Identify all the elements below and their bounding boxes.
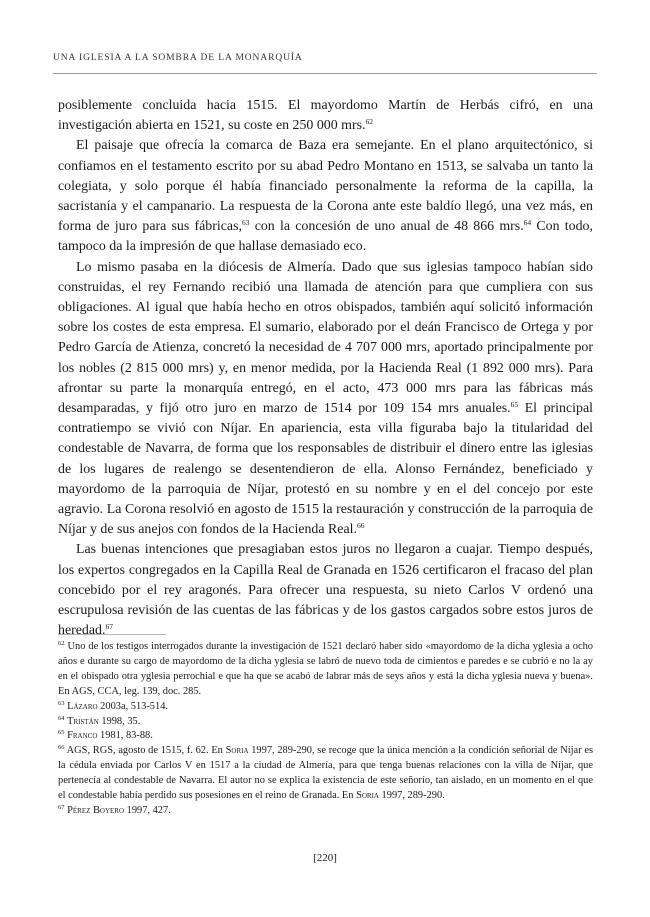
footnote-66 [58,744,593,804]
paragraph-3 [58,258,593,541]
page-number: [220] [313,852,337,864]
footnote-text: 2003a, 513-514. [97,700,168,712]
footnote-number: 67 [58,803,65,811]
paragraph-3-text-b: El principal contratiempo se vivió con Níjar. En apariencia, esta villa figuraba bajo la titularidad del condestable de Navarra, de forma que los responsables de distribuir el dinero entre las iglesias de los lugares de realengo se desentendieron de ella. Alonso Fernández, beneficiado y mayordomo de la parroquia de Níjar, protestó en su nombre y en el del concejo por este agravio. La Corona resolvió en agosto de 1515 la restauración y construcción de la parroquia de Níjar y de sus anejos con fondos de la Hacienda Real. [58,401,593,538]
footnote-number: 64 [58,714,65,722]
author-name: Soria [356,790,379,802]
note-ref-63[interactable]: 63 [241,218,250,228]
footnote-rule [58,634,166,635]
footnote-text: 1997, 427. [124,804,171,816]
author-name: Tristán [67,715,99,727]
author-name: Franco [67,730,98,742]
footnote-67 [58,804,593,819]
footnote-text: 1997, 289-290, se recoge que la única mención a la condición señorial de Níjar es la cédula enviada por Carlos V en 1517 a la ciudad de Almería, para que tenga buenas relaciones con la villa de Níjar, que pertenecía al condestable de Navarra. El autor no se explica la existencia de este señorío, tan aislado, en un momento en el que el condestable había perdido sus posesiones en el reino de Granada. En [58,745,593,802]
footnote-64 [58,715,593,730]
footnote-number: 66 [58,744,65,752]
footnote-text: 1997, 289-290. [378,790,445,802]
paragraph-2-text-b: con la concesión de uno anual de 48 866 mrs. [249,219,524,235]
paragraph-1 [58,96,593,136]
author-name: Soria [225,745,249,757]
paragraph-1-text: posiblemente concluida hacia 1515. El mayordomo Martín de Herbás cifró, en una investigación abierta en 1521, su coste en 250 000 mrs. [58,98,593,134]
note-ref-67[interactable]: 67 [105,622,113,632]
author-name: Pérez Boyero [67,804,125,816]
paragraph-4 [58,540,593,641]
note-ref-66[interactable]: 66 [356,521,365,531]
paragraph-3-text-a: Lo mismo pasaba en la diócesis de Almería. Dado que sus iglesias tampoco habían sido construidas, el rey Fernando recibió una llamada de atención para que cumpliera con sus obligaciones. Al igual que había hecho en otros obispados, también aquí solicitó información sobre los costes de esta empresa. El sumario, elaborado por el deán Francisco de Ortega y por Pedro García de Atienza, concretó la necesidad de 4 707 000 mrs, aportado principalmente por los nobles (2 815 000 mrs) y, en menor medida, por la Hacienda Real (1 892 000 mrs). Para afrontar su parte la monarquía entregó, en el acto, 473 000 mrs para las fábricas más desamparadas, y fijó otro juro en marzo de 1514 por 109 154 mrs anuales. [58,259,593,417]
footnote-text: 1981, 83-88. [97,730,153,742]
body-text [58,96,593,641]
running-header: UNA IGLESIA A LA SOMBRA DE LA MONARQUÍA [53,53,303,63]
footnote-number: 63 [58,699,65,707]
author-name: Lázaro [67,700,98,712]
paragraph-4-text: Las buenas intenciones que presagiaban estos juros no llegaron a cuajar. Tiempo después, los expertos congregados en la Capilla Real de Granada en 1526 certificaron el fracaso del plan concebido por el rey aragonés. Para ofrecer una respuesta, su nieto Carlos V ordenó una escrupulosa revisión de las cuentas de las fábricas y de los gastos cargados sobre estos juros de heredad. [58,542,593,639]
footnote-65 [58,729,593,744]
header-rule [53,73,597,74]
footnote-number: 62 [58,640,65,647]
footnote-text: 1998, 35. [98,715,141,727]
footnote-text: AGS, RGS, agosto de 1515, f. 62. En [64,745,226,757]
note-ref-64[interactable]: 64 [523,218,532,228]
paragraph-2 [58,136,593,257]
note-ref-62[interactable]: 62 [365,117,373,127]
paragraph-2-text-a: El paisaje que ofrecía la comarca de Baza era semejante. En el plano arquitectónico, si confiamos en el testamento escrito por su abad Pedro Montano en 1513, se salvaba un tanto la colegiata, y solo porque él había financiado personalmente la reforma de la capilla, la sacristanía y el campanario. La respuesta de la Corona ante este baldío llegó, una vez más, en forma de juro para sus fábricas, [58,138,593,235]
note-ref-65[interactable]: 65 [510,400,519,410]
paragraph-2-text-c: Con todo, tampoco da la impresión de que hallase demasiado eco. [58,219,593,255]
footnote-62 [58,640,593,700]
footnote-text: Uno de los testigos interrogados durante la investigación de 1521 declaró haber sido «mayordomo de la dicha yglesia a ocho años e durante su cargo de mayordomo de la dicha yglesia se labró de nuevo toda de cimientos e paredes e se cubrió e no la ay en el obispado otra yglesia perrochial e que ha que se acabó de labrar más de seys años y está la dicha yglesia nueva y buena». En AGS, CCA, leg. 139, doc. 285. [58,641,593,697]
footnote-63 [58,700,593,715]
footnote-number: 65 [58,729,65,737]
footnotes [58,640,593,819]
